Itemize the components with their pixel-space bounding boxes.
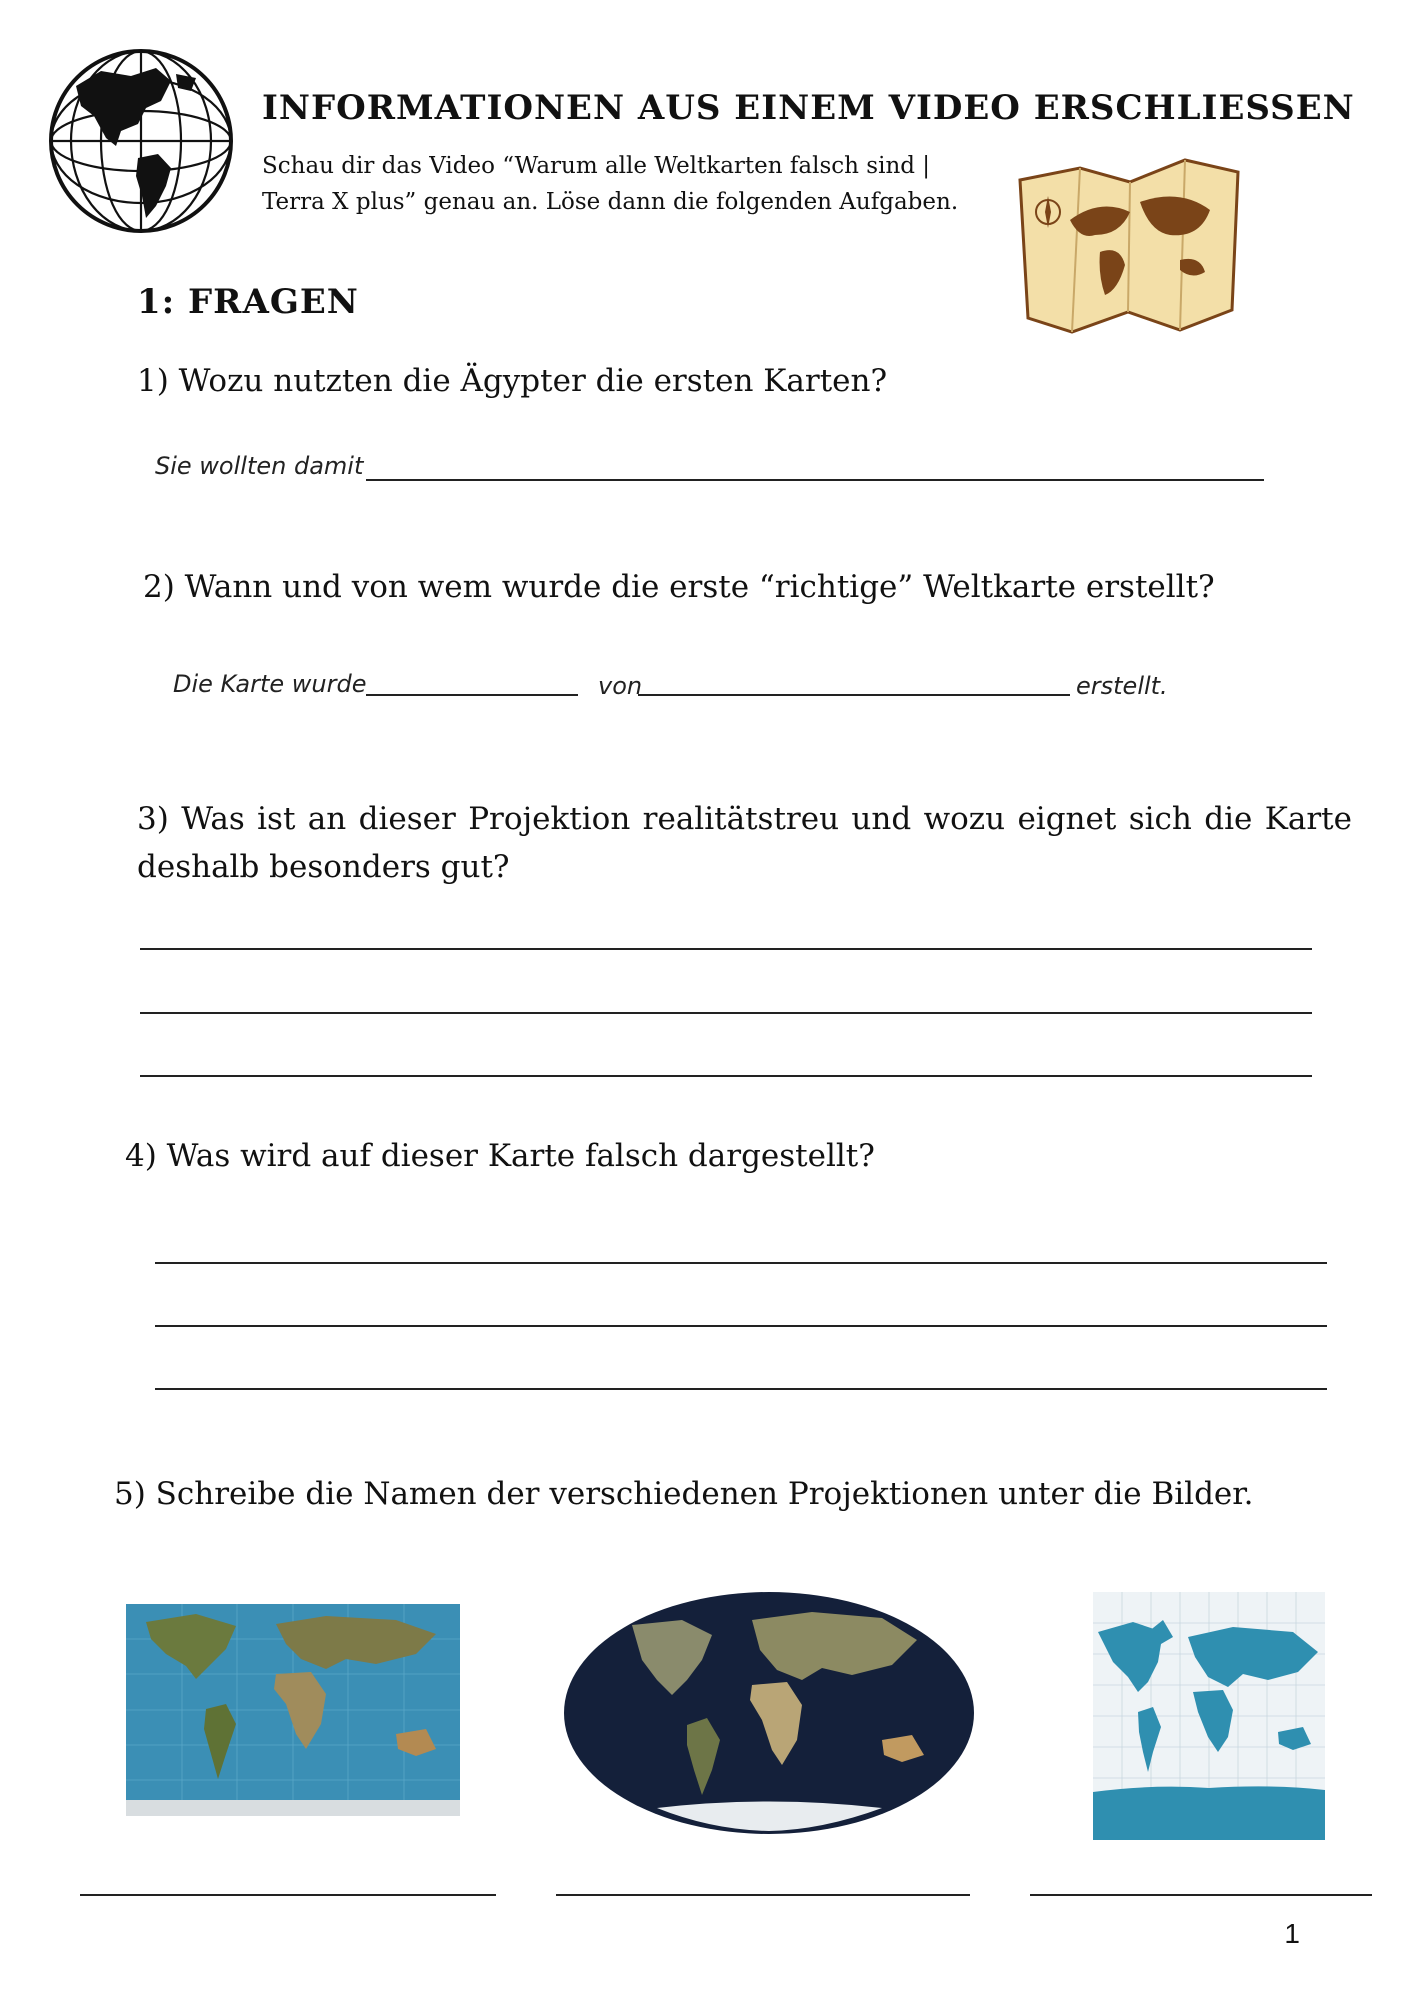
answer-prompt-2a: Die Karte wurde	[173, 670, 367, 698]
answer-line-1[interactable]	[366, 479, 1264, 481]
answer-line-4b[interactable]	[155, 1325, 1327, 1327]
intro-text: Schau dir das Video “Warum alle Weltkarten falsch sind | Terra X plus” genau an. Löse dann die folgenden Aufgaben.	[262, 153, 959, 215]
question-4: 4) Was wird auf dieser Karte falsch dargestellt?	[125, 1138, 875, 1174]
answer-prompt-1: Sie wollten damit	[155, 452, 364, 480]
question-1: 1) Wozu nutzten die Ägypter die ersten Karten?	[137, 363, 888, 399]
answer-line-3a[interactable]	[140, 948, 1312, 950]
projection-name-line-3[interactable]	[1030, 1894, 1372, 1896]
answer-prompt-2c: erstellt.	[1076, 672, 1168, 700]
answer-line-2b[interactable]	[638, 694, 1070, 696]
section-title: 1: FRAGEN	[137, 282, 359, 322]
equirectangular-map	[126, 1604, 460, 1816]
question-5: 5) Schreibe die Namen der verschiedenen Projektionen unter die Bilder.	[114, 1476, 1254, 1512]
question-2: 2) Wann und von wem wurde die erste “richtige” Weltkarte erstellt?	[143, 569, 1215, 605]
page-number: 1	[1284, 1918, 1300, 1949]
globe-icon	[46, 46, 236, 236]
projection-name-line-2[interactable]	[556, 1894, 970, 1896]
answer-line-3b[interactable]	[140, 1012, 1312, 1014]
answer-line-3c[interactable]	[140, 1075, 1312, 1077]
answer-line-2a[interactable]	[366, 694, 578, 696]
treasure-map-icon	[1010, 140, 1250, 345]
question-3: 3) Was ist an dieser Projektion realitätstreu und wozu eignet sich die Karte deshalb besonders gut?	[137, 801, 1352, 885]
answer-prompt-2b: von	[598, 672, 643, 700]
winkel-tripel-map	[562, 1590, 976, 1836]
projection-name-line-1[interactable]	[80, 1894, 496, 1896]
answer-line-4c[interactable]	[155, 1388, 1327, 1390]
mercator-map	[1093, 1592, 1325, 1840]
answer-line-4a[interactable]	[155, 1262, 1327, 1264]
page-title: INFORMATIONEN AUS EINEM VIDEO ERSCHLIESSEN	[262, 88, 1355, 128]
